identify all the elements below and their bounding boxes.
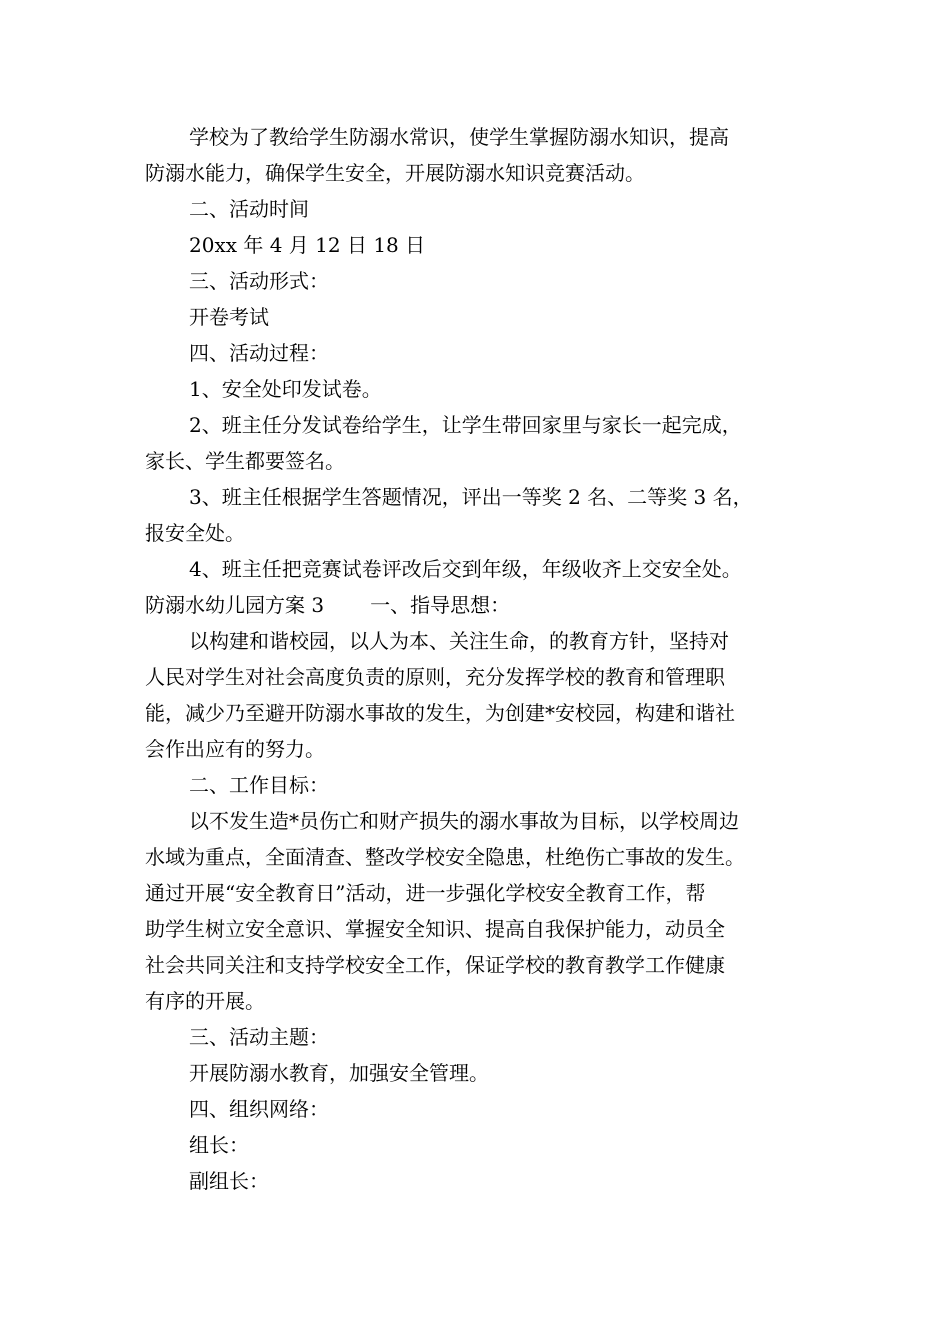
guiding-thought-line-2: 人民对学生对社会高度负责的原则，充分发挥学校的教育和管理职 [145, 665, 725, 689]
process-step-3-line-1: 3、班主任根据学生答题情况，评出一等奖 2 名、二等奖 3 名， [189, 485, 753, 509]
process-step-2-line-2: 家长、学生都要签名。 [145, 449, 345, 473]
work-goals-line-1: 以不发生造*员伤亡和财产损失的溺水事故为目标，以学校周边 [189, 809, 739, 833]
process-step-2-line-1: 2、班主任分发试卷给学生，让学生带回家里与家长一起完成， [189, 413, 742, 437]
deputy-leader-label: 副组长： [189, 1169, 269, 1193]
process-step-4: 4、班主任把竞赛试卷评改后交到年级，年级收齐上交安全处。 [189, 557, 742, 581]
activity-date: 20xx 年 4 月 12 日 18 日 [189, 233, 426, 257]
document-page [145, 119, 815, 1199]
plan-3-heading-row [145, 587, 815, 623]
heading-work-goals: 二、工作目标： [189, 773, 329, 797]
guiding-thought-line-4: 会作出应有的努力。 [145, 737, 325, 761]
paragraph-intro-line-2: 防溺水能力，确保学生安全，开展防溺水知识竞赛活动。 [145, 161, 645, 185]
process-step-1: 1、安全处印发试卷。 [189, 377, 382, 401]
heading-guiding-thought: 一、指导思想： [370, 593, 511, 617]
team-leader-label: 组长： [189, 1133, 249, 1157]
activity-form-text: 开卷考试 [189, 305, 269, 329]
guiding-thought-line-1: 以构建和谐校园，以人为本、关注生命，的教育方针，坚持对 [189, 629, 729, 653]
process-step-3-line-2: 报安全处。 [145, 521, 245, 545]
heading-activity-theme: 三、活动主题： [189, 1025, 329, 1049]
work-goals-line-4: 助学生树立安全意识、掌握安全知识、提高自我保护能力，动员全 [145, 917, 725, 941]
heading-activity-form: 三、活动形式： [189, 269, 329, 293]
work-goals-line-6: 有序的开展。 [145, 989, 265, 1013]
paragraph-intro-line-1: 学校为了教给学生防溺水常识，使学生掌握防溺水知识，提高 [189, 125, 729, 149]
heading-activity-time: 二、活动时间 [189, 197, 309, 221]
guiding-thought-line-3: 能，减少乃至避开防溺水事故的发生，为创建*安校园，构建和谐社 [145, 701, 735, 725]
heading-activity-process: 四、活动过程： [189, 341, 329, 365]
work-goals-line-5: 社会共同关注和支持学校安全工作，保证学校的教育教学工作健康 [145, 953, 725, 977]
work-goals-line-2: 水域为重点，全面清查、整改学校安全隐患，杜绝伤亡事故的发生。 [145, 845, 745, 869]
plan-3-title: 防溺水幼儿园方案 3 [145, 593, 325, 617]
heading-organization: 四、组织网络： [189, 1097, 329, 1121]
activity-theme-text: 开展防溺水教育，加强安全管理。 [189, 1061, 489, 1085]
work-goals-line-3: 通过开展“安全教育日”活动，进一步强化学校安全教育工作，帮 [145, 881, 706, 905]
